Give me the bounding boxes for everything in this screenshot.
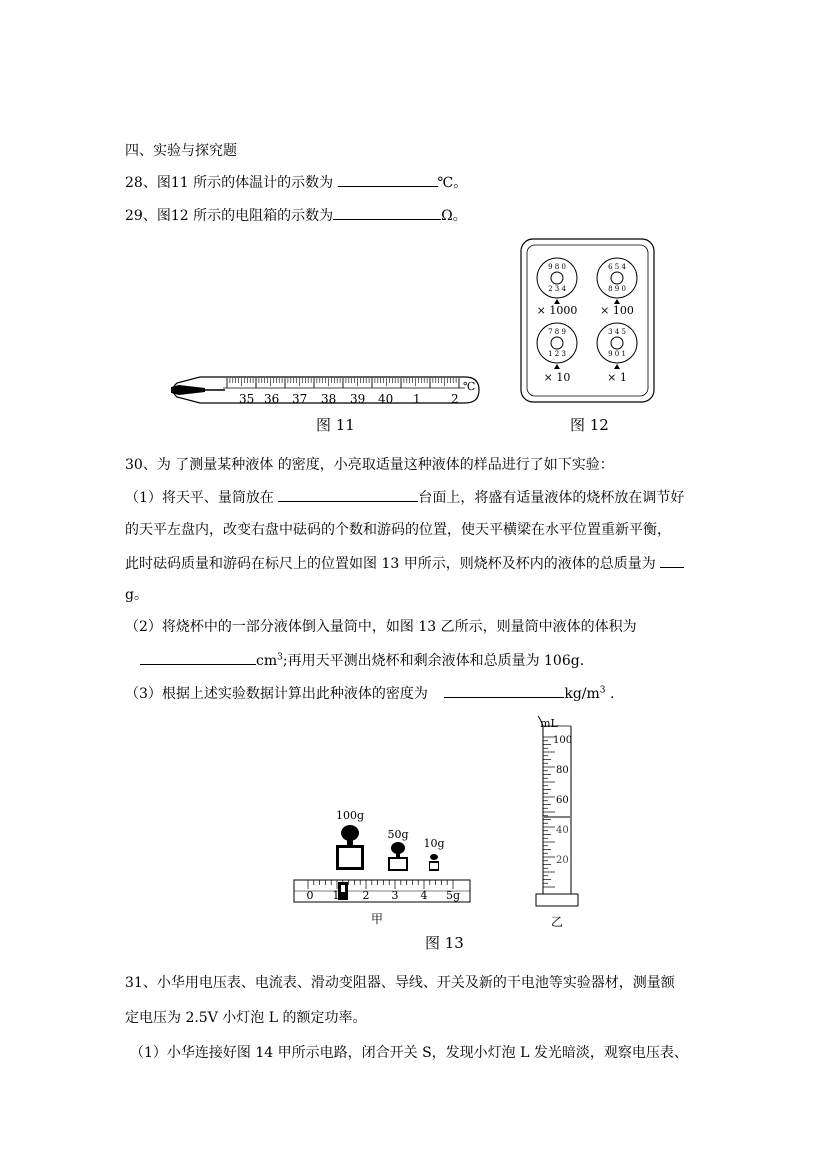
thermo-unit-label: ℃ [463, 380, 476, 393]
section-heading: 四、实验与探究题 [125, 143, 237, 159]
q30-part1-text-b: 台面上，将盛有适量液体的烧杯放在调节好 [418, 490, 685, 506]
answer-blank-30-2[interactable] [140, 650, 256, 665]
thermo-label-2: 2 [451, 392, 459, 406]
svg-text:3 4 5: 3 4 5 [608, 328, 626, 336]
weight-100g-label: 100g [335, 809, 365, 822]
figure-13-yi-label: 乙 [550, 915, 564, 929]
dial-x1[interactable] [597, 323, 637, 363]
answer-blank-30-3[interactable] [444, 683, 564, 698]
balance-weights-figure [290, 805, 475, 930]
thermometer-ticks [227, 378, 459, 388]
svg-text:1 2 3: 1 2 3 [548, 350, 566, 358]
dial-x10-pointer [554, 364, 560, 369]
dial-x10-label: × 10 [543, 371, 571, 384]
question-30-part1-line4: g。 [125, 587, 148, 603]
figure-12-caption: 图 12 [570, 416, 609, 434]
question-28-text: 28、图11 所示的体温计的示数为 [125, 175, 338, 191]
question-30-part1-line2: 的天平左盘内，改变右盘中砝码的个数和游码的位置，使天平横梁在水平位置重新平衡， [125, 522, 671, 538]
svg-text:9 8 0: 9 8 0 [548, 263, 566, 271]
svg-text:8 9 0: 8 9 0 [608, 285, 626, 293]
question-31-line2: 定电压为 2.5V 小灯泡 L 的额定功率。 [125, 1010, 367, 1026]
answer-blank-30-1a[interactable] [278, 487, 418, 502]
thermo-label-38: 38 [321, 392, 337, 406]
cylinder-label-100: 100 [553, 735, 573, 746]
question-28 [125, 172, 467, 193]
dial-x1000-label: × 1000 [536, 304, 578, 317]
dial-x100-label: × 100 [600, 304, 634, 317]
thermo-label-1: 1 [413, 392, 421, 406]
thermo-label-37: 37 [292, 392, 308, 406]
thermometer-figure [165, 370, 485, 410]
weight-10g [429, 854, 439, 871]
answer-blank-28[interactable] [338, 172, 438, 187]
cylinder-ticks [543, 737, 555, 887]
weight-100g [336, 825, 364, 870]
thermometer-scale-labels [239, 392, 459, 406]
resistance-box-figure [520, 238, 655, 403]
question-28-unit: ℃。 [437, 175, 468, 191]
ruler-label-2: 2 [362, 889, 370, 902]
cylinder-label-80: 80 [556, 765, 569, 776]
question-30-part1 [125, 487, 684, 508]
q30-part3-unit: kg/m [564, 686, 600, 702]
svg-text:2 3 4: 2 3 4 [548, 285, 566, 293]
svg-text:7 8 9: 7 8 9 [548, 328, 566, 336]
question-30-part2-line2 [140, 650, 584, 671]
q30-part2-unit: cm [256, 653, 278, 669]
question-29-unit: Ω。 [441, 208, 467, 224]
cylinder-label-20: 20 [556, 855, 569, 866]
q30-part1-line3-text: 此时砝码质量和游码在标尺上的位置如图 13 甲所示，则烧杯及杯内的液体的总质量为 [125, 556, 661, 572]
question-31-line1: 31、小华用电压表、电流表、滑动变阻器、导线、开关及新的干电池等实验器材，测量额 [125, 975, 675, 991]
answer-blank-29[interactable] [333, 205, 441, 220]
dial-x1000[interactable] [537, 258, 577, 298]
dial-x100[interactable] [597, 258, 637, 298]
figure-13-caption: 图 13 [425, 934, 464, 952]
weight-50g [388, 842, 408, 871]
dial-x1-label: × 1 [607, 371, 627, 384]
thermo-label-35: 35 [239, 392, 255, 406]
question-30-part3 [125, 683, 614, 704]
graduated-cylinder-figure [527, 712, 592, 932]
figure-13-jia-label: 甲 [370, 912, 384, 926]
dial-x1-pointer [614, 364, 620, 369]
cylinder-unit-label: mL [540, 717, 558, 730]
ruler-label-4: 4 [420, 889, 428, 902]
cylinder-label-60: 60 [556, 795, 569, 806]
thermo-label-39: 39 [350, 392, 366, 406]
q30-part3-unit-exp: 3 [599, 685, 606, 696]
q30-part1-text-a: （1）将天平、量筒放在 [125, 490, 279, 506]
weight-10g-label: 10g [423, 837, 445, 850]
question-29-text: 29、图12 所示的电阻箱的示数为 [125, 208, 334, 224]
svg-text:6 5 4: 6 5 4 [608, 263, 626, 271]
ruler-label-0: 0 [306, 889, 314, 902]
q30-part3-end: . [605, 686, 615, 702]
question-29 [125, 205, 467, 226]
thermo-label-40: 40 [378, 392, 394, 406]
weight-50g-label: 50g [387, 828, 409, 841]
balance-scale-ruler [294, 880, 470, 902]
question-30-part1-line3 [125, 553, 684, 574]
dial-x10[interactable] [537, 323, 577, 363]
q30-part2-rest: ;再用天平测出烧杯和剩余液体和总质量为 106g. [282, 653, 585, 669]
figure-11-caption: 图 11 [316, 416, 355, 434]
answer-blank-30-1b[interactable] [660, 553, 684, 568]
question-31-line3: （1）小华连接好图 14 甲所示电路，闭合开关 S，发现小灯泡 L 发光暗淡，观察电压表、 [130, 1045, 688, 1061]
ruler-label-1: 1 [332, 889, 340, 902]
cylinder-label-40: 40 [556, 825, 569, 836]
q30-part3-text: （3）根据上述实验数据计算出此种液体的密度为 [125, 686, 433, 702]
question-30-intro: 30、为 了测量某种液体 的密度，小亮取适量这种液体的样品进行了如下实验： [125, 457, 614, 473]
ruler-label-5g: 5g [445, 889, 461, 902]
thermo-label-36: 36 [264, 392, 280, 406]
svg-text:9 0 1: 9 0 1 [608, 350, 626, 358]
q30-part2-unit-exp: 3 [277, 652, 283, 663]
ruler-label-3: 3 [391, 889, 399, 902]
ruler-ticks [308, 880, 453, 889]
question-30-part2: （2）将烧杯中的一部分液体倒入量筒中，如图 13 乙所示，则量筒中液体的体积为 [125, 619, 637, 635]
